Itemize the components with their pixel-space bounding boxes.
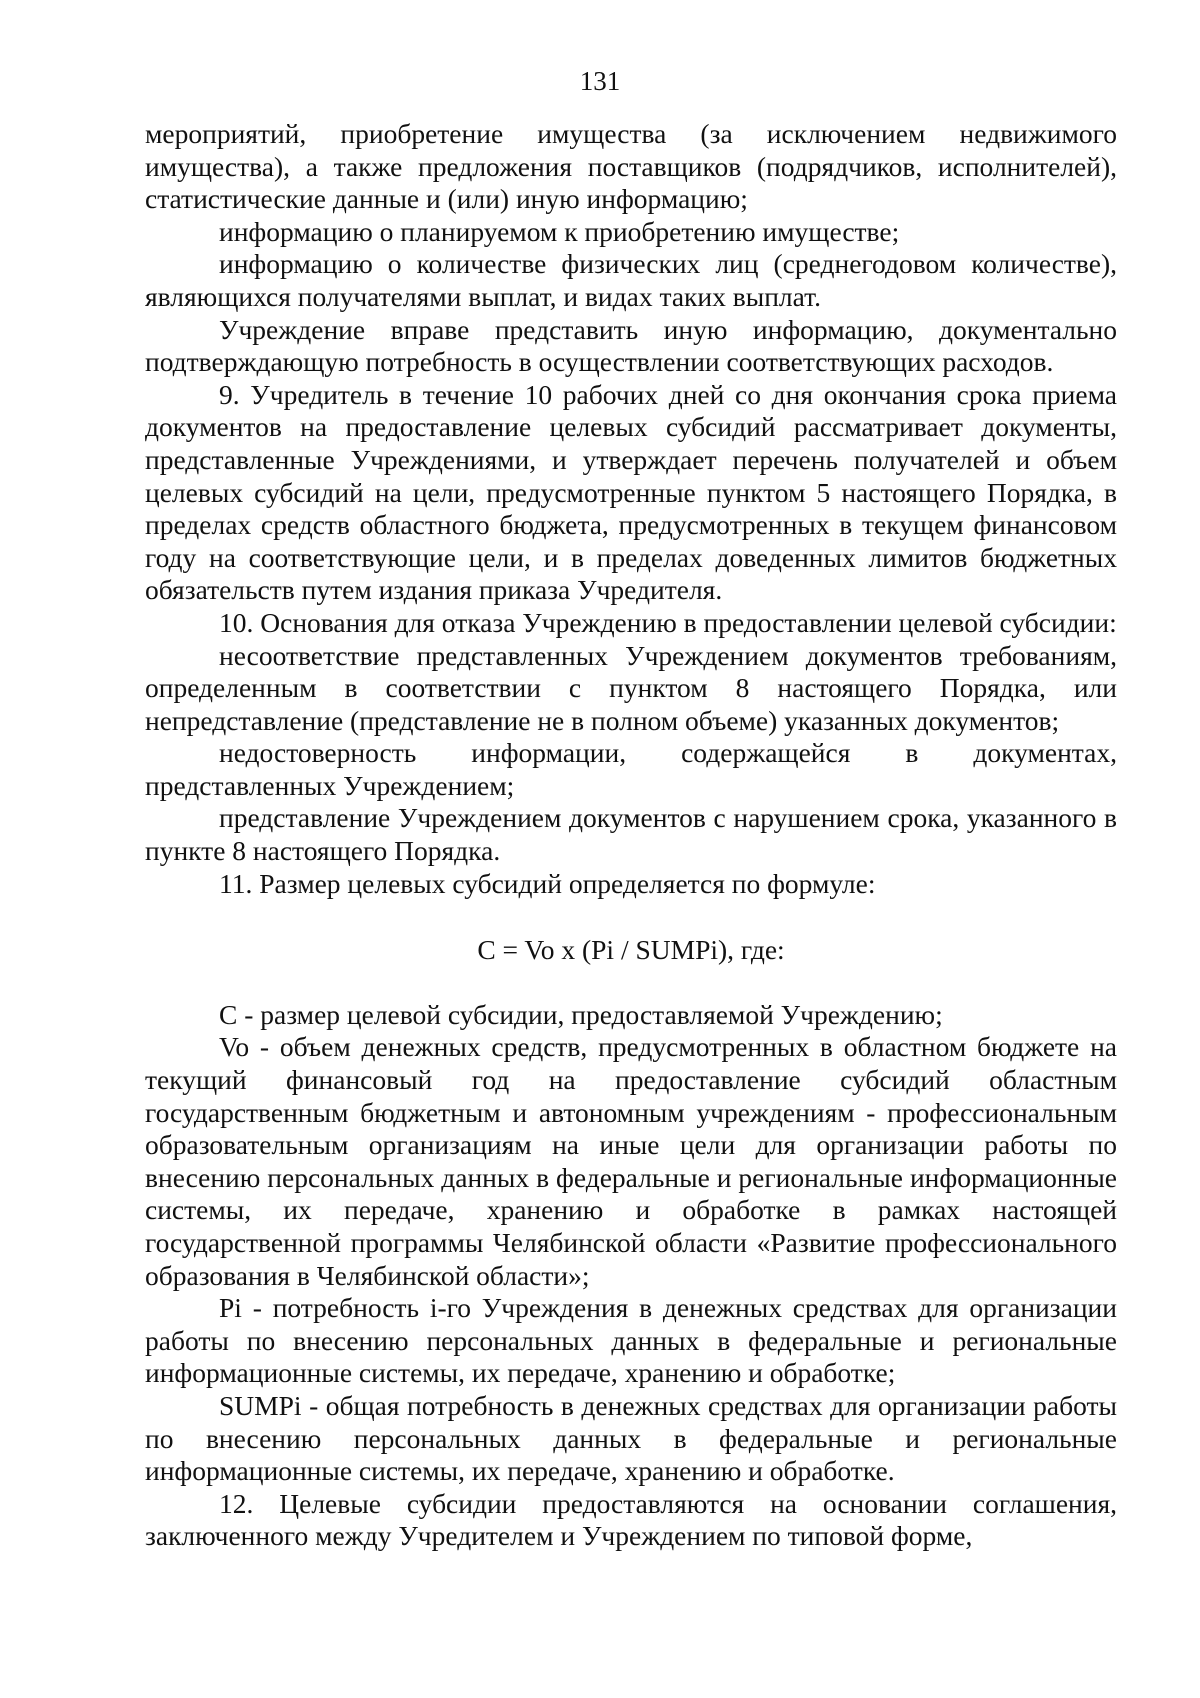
paragraph: мероприятий, приобретение имущества (за исключением недвижимого имущества), а также предложения поставщиков (подрядчиков, исполнителей), статистические данные и (или) иную информацию; — [145, 118, 1117, 215]
paragraph: представление Учреждением документов с нарушением срока, указанного в пункте 8 настоящего Порядка. — [145, 802, 1117, 867]
paragraph: информацию о количестве физических лиц (среднегодовом количестве), являющихся получателями выплат, и видах таких выплат. — [145, 248, 1117, 312]
paragraph: 10. Основания для отказа Учреждению в предоставлении целевой субсидии: — [219, 606, 1117, 638]
paragraph: 11. Размер целевых субсидий определяется по формуле: — [219, 867, 876, 899]
definition-paragraph: Vo - объем денежных средств, предусмотренных в областном бюджете на текущий финансовый год на предоставление субсидий областным государственным бюджетным и автономным учреждениям - профессиональным образовательным организациям на иные цели для организации работы по внесению персональных данных в федеральные и региональные информационные системы, их передаче, хранению и обработке в рамках настоящей государственной программы Челябинской области «Развитие профессионального образования в Челябинской области»; — [145, 1031, 1117, 1291]
definition-paragraph: Pi - потребность i-го Учреждения в денежных средствах для организации работы по внесению персональных данных в федеральные и региональные информационные системы, их передаче, хранению и обработке; — [145, 1292, 1117, 1389]
paragraph: 9. Учредитель в течение 10 рабочих дней со дня окончания срока приема документов на предоставление целевых субсидий рассматривает документы, представленные Учреждениями, и утверждает перечень получателей и объем целевых субсидий на цели, предусмотренные пунктом 5 настоящего Порядка, в пределах средств областного бюджета, предусмотренных в текущем финансовом году на соответствующие цели, и в пределах доведенных лимитов бюджетных обязательств путем издания приказа Учредителя. — [145, 378, 1117, 606]
document-body — [145, 118, 1117, 1553]
paragraph: Учреждение вправе представить иную информацию, документально подтверждающую потребность в осуществлении соответствующих расходов. — [145, 313, 1117, 378]
paragraph: 12. Целевые субсидии предоставляются на основании соглашения, заключенного между Учредителем и Учреждением по типовой форме, — [145, 1487, 1117, 1552]
formula: C = Vo x (Pi / SUMPi), где: — [477, 934, 785, 966]
page-number: 131 — [579, 66, 621, 96]
paragraph: информацию о планируемом к приобретению имуществе; — [219, 215, 900, 247]
definition-paragraph: SUMPi - общая потребность в денежных средствах для организации работы по внесению персональных данных в федеральные и региональные информационные системы, их передаче, хранению и обработке. — [145, 1389, 1117, 1487]
paragraph: недостоверность информации, содержащейся в документах, представленных Учреждением; — [145, 737, 1117, 801]
paragraph: несоответствие представленных Учреждением документов требованиям, определенным в соответствии с пунктом 8 настоящего Порядка, или непредставление (представление не в полном объеме) указанных документов; — [145, 639, 1117, 736]
definition-paragraph: C - размер целевой субсидии, предоставляемой Учреждению; — [219, 998, 943, 1030]
